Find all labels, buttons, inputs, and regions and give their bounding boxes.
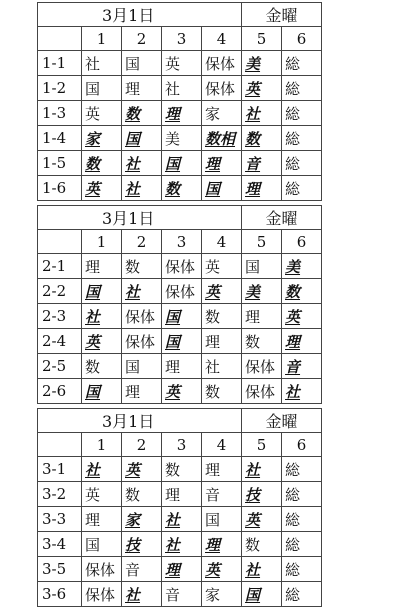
class-row (38, 126, 322, 151)
class-row (38, 176, 322, 201)
changed-subject-cell: 国 (162, 151, 202, 176)
subject-cell: 家 (202, 101, 242, 126)
subject-cell: 音 (122, 557, 162, 582)
class-label: 3-1 (38, 457, 82, 482)
date-header-row (38, 206, 322, 230)
class-row (38, 151, 322, 176)
subject-cell: 音 (202, 482, 242, 507)
changed-subject-cell: 英 (122, 457, 162, 482)
changed-subject-cell: 国 (162, 304, 202, 329)
period-number: 4 (202, 27, 242, 51)
subject-cell: 総 (282, 126, 322, 151)
subject-cell: 保体 (202, 76, 242, 101)
changed-subject-cell: 英 (82, 329, 122, 354)
subject-cell: 保体 (162, 254, 202, 279)
changed-subject-cell: 数 (82, 151, 122, 176)
period-header-row (38, 433, 322, 457)
date-label: 3月1日 (38, 206, 242, 230)
changed-subject-cell: 英 (162, 379, 202, 404)
subject-cell: 数 (122, 254, 162, 279)
period-number: 3 (162, 433, 202, 457)
class-row (38, 254, 322, 279)
date-label: 3月1日 (38, 3, 242, 27)
class-row (38, 482, 322, 507)
changed-subject-cell: 数 (162, 176, 202, 201)
class-label: 2-2 (38, 279, 82, 304)
subject-cell: 総 (282, 51, 322, 76)
changed-subject-cell: 理 (202, 151, 242, 176)
subject-cell: 理 (82, 507, 122, 532)
subject-cell: 総 (282, 151, 322, 176)
subject-cell: 保体 (162, 279, 202, 304)
changed-subject-cell: 国 (202, 176, 242, 201)
changed-subject-cell: 国 (122, 126, 162, 151)
period-number: 5 (242, 230, 282, 254)
subject-cell: 総 (282, 176, 322, 201)
subject-cell: 総 (282, 557, 322, 582)
subject-cell: 家 (202, 582, 242, 607)
timetable-table (37, 408, 322, 607)
subject-cell: 数 (242, 532, 282, 557)
changed-subject-cell: 社 (82, 457, 122, 482)
subject-cell: 数 (82, 354, 122, 379)
subject-cell: 英 (82, 101, 122, 126)
date-label: 3月1日 (38, 409, 242, 433)
subject-cell: 理 (82, 254, 122, 279)
changed-subject-cell: 英 (202, 557, 242, 582)
changed-subject-cell: 国 (162, 329, 202, 354)
class-label: 3-2 (38, 482, 82, 507)
changed-subject-cell: 社 (242, 457, 282, 482)
class-label: 1-4 (38, 126, 82, 151)
class-row (38, 51, 322, 76)
subject-cell: 社 (202, 354, 242, 379)
changed-subject-cell: 英 (202, 279, 242, 304)
class-label: 3-5 (38, 557, 82, 582)
subject-cell: 総 (282, 101, 322, 126)
subject-cell: 理 (202, 457, 242, 482)
changed-subject-cell: 社 (122, 582, 162, 607)
class-label: 2-6 (38, 379, 82, 404)
class-label: 1-6 (38, 176, 82, 201)
subject-cell: 英 (82, 482, 122, 507)
timetable-table (37, 205, 322, 404)
changed-subject-cell: 社 (122, 151, 162, 176)
changed-subject-cell: 美 (242, 51, 282, 76)
subject-cell: 保体 (82, 557, 122, 582)
changed-subject-cell: 英 (82, 176, 122, 201)
subject-cell: 数 (242, 329, 282, 354)
subject-cell: 総 (282, 582, 322, 607)
class-row (38, 582, 322, 607)
subject-cell: 社 (82, 51, 122, 76)
subject-cell: 数 (202, 379, 242, 404)
period-number: 6 (282, 27, 322, 51)
period-number: 6 (282, 433, 322, 457)
subject-cell: 保体 (82, 582, 122, 607)
changed-subject-cell: 理 (202, 532, 242, 557)
weekday-label: 金曜 (242, 3, 322, 27)
corner-cell (38, 230, 82, 254)
period-number: 4 (202, 433, 242, 457)
subject-cell: 国 (82, 76, 122, 101)
subject-cell: 美 (162, 126, 202, 151)
changed-subject-cell: 社 (162, 532, 202, 557)
class-label: 1-5 (38, 151, 82, 176)
subject-cell: 保体 (122, 304, 162, 329)
period-number: 3 (162, 230, 202, 254)
changed-subject-cell: 数相 (202, 126, 242, 151)
changed-subject-cell: 技 (242, 482, 282, 507)
period-number: 1 (82, 27, 122, 51)
subject-cell: 理 (202, 329, 242, 354)
class-label: 1-3 (38, 101, 82, 126)
class-label: 1-2 (38, 76, 82, 101)
timetable-sheet (37, 2, 321, 607)
corner-cell (38, 433, 82, 457)
subject-cell: 理 (242, 304, 282, 329)
changed-subject-cell: 数 (242, 126, 282, 151)
class-label: 2-3 (38, 304, 82, 329)
subject-cell: 数 (162, 457, 202, 482)
class-row (38, 457, 322, 482)
period-number: 2 (122, 27, 162, 51)
class-row (38, 354, 322, 379)
grade-timetable-block (37, 205, 321, 404)
changed-subject-cell: 美 (242, 279, 282, 304)
weekday-label: 金曜 (242, 409, 322, 433)
period-number: 1 (82, 433, 122, 457)
subject-cell: 国 (122, 51, 162, 76)
class-label: 2-1 (38, 254, 82, 279)
period-number: 4 (202, 230, 242, 254)
changed-subject-cell: 社 (282, 379, 322, 404)
changed-subject-cell: 美 (282, 254, 322, 279)
period-number: 6 (282, 230, 322, 254)
period-number: 5 (242, 433, 282, 457)
weekday-label: 金曜 (242, 206, 322, 230)
corner-cell (38, 27, 82, 51)
subject-cell: 総 (282, 457, 322, 482)
period-number: 2 (122, 433, 162, 457)
period-header-row (38, 230, 322, 254)
class-row (38, 532, 322, 557)
changed-subject-cell: 社 (122, 176, 162, 201)
subject-cell: 国 (122, 354, 162, 379)
subject-cell: 国 (82, 532, 122, 557)
period-number: 5 (242, 27, 282, 51)
subject-cell: 理 (162, 482, 202, 507)
subject-cell: 国 (242, 254, 282, 279)
period-number: 3 (162, 27, 202, 51)
changed-subject-cell: 技 (122, 532, 162, 557)
class-label: 2-5 (38, 354, 82, 379)
date-header-row (38, 3, 322, 27)
changed-subject-cell: 英 (242, 76, 282, 101)
subject-cell: 理 (162, 354, 202, 379)
subject-cell: 総 (282, 532, 322, 557)
class-label: 2-4 (38, 329, 82, 354)
subject-cell: 総 (282, 76, 322, 101)
subject-cell: 数 (122, 482, 162, 507)
changed-subject-cell: 国 (82, 279, 122, 304)
period-number: 2 (122, 230, 162, 254)
class-label: 3-4 (38, 532, 82, 557)
subject-cell: 社 (162, 76, 202, 101)
subject-cell: 英 (162, 51, 202, 76)
class-row (38, 279, 322, 304)
changed-subject-cell: 数 (122, 101, 162, 126)
changed-subject-cell: 理 (242, 176, 282, 201)
subject-cell: 保体 (122, 329, 162, 354)
subject-cell: 音 (162, 582, 202, 607)
changed-subject-cell: 音 (242, 151, 282, 176)
changed-subject-cell: 理 (282, 329, 322, 354)
grade-timetable-block (37, 2, 321, 201)
changed-subject-cell: 音 (282, 354, 322, 379)
changed-subject-cell: 家 (82, 126, 122, 151)
subject-cell: 総 (282, 507, 322, 532)
changed-subject-cell: 家 (122, 507, 162, 532)
changed-subject-cell: 理 (162, 557, 202, 582)
subject-cell: 保体 (202, 51, 242, 76)
changed-subject-cell: 国 (242, 582, 282, 607)
class-row (38, 329, 322, 354)
changed-subject-cell: 社 (242, 101, 282, 126)
class-row (38, 304, 322, 329)
class-row (38, 379, 322, 404)
timetable-table (37, 2, 322, 201)
class-label: 1-1 (38, 51, 82, 76)
changed-subject-cell: 英 (282, 304, 322, 329)
changed-subject-cell: 社 (242, 557, 282, 582)
date-header-row (38, 409, 322, 433)
changed-subject-cell: 数 (282, 279, 322, 304)
period-header-row (38, 27, 322, 51)
changed-subject-cell: 国 (82, 379, 122, 404)
grade-timetable-block (37, 408, 321, 607)
class-row (38, 101, 322, 126)
subject-cell: 保体 (242, 379, 282, 404)
changed-subject-cell: 社 (122, 279, 162, 304)
class-row (38, 557, 322, 582)
changed-subject-cell: 理 (162, 101, 202, 126)
changed-subject-cell: 社 (162, 507, 202, 532)
subject-cell: 英 (202, 254, 242, 279)
subject-cell: 保体 (242, 354, 282, 379)
period-number: 1 (82, 230, 122, 254)
changed-subject-cell: 英 (242, 507, 282, 532)
class-row (38, 76, 322, 101)
changed-subject-cell: 社 (82, 304, 122, 329)
subject-cell: 理 (122, 379, 162, 404)
class-label: 3-6 (38, 582, 82, 607)
subject-cell: 数 (202, 304, 242, 329)
class-row (38, 507, 322, 532)
subject-cell: 理 (122, 76, 162, 101)
subject-cell: 総 (282, 482, 322, 507)
subject-cell: 国 (202, 507, 242, 532)
class-label: 3-3 (38, 507, 82, 532)
